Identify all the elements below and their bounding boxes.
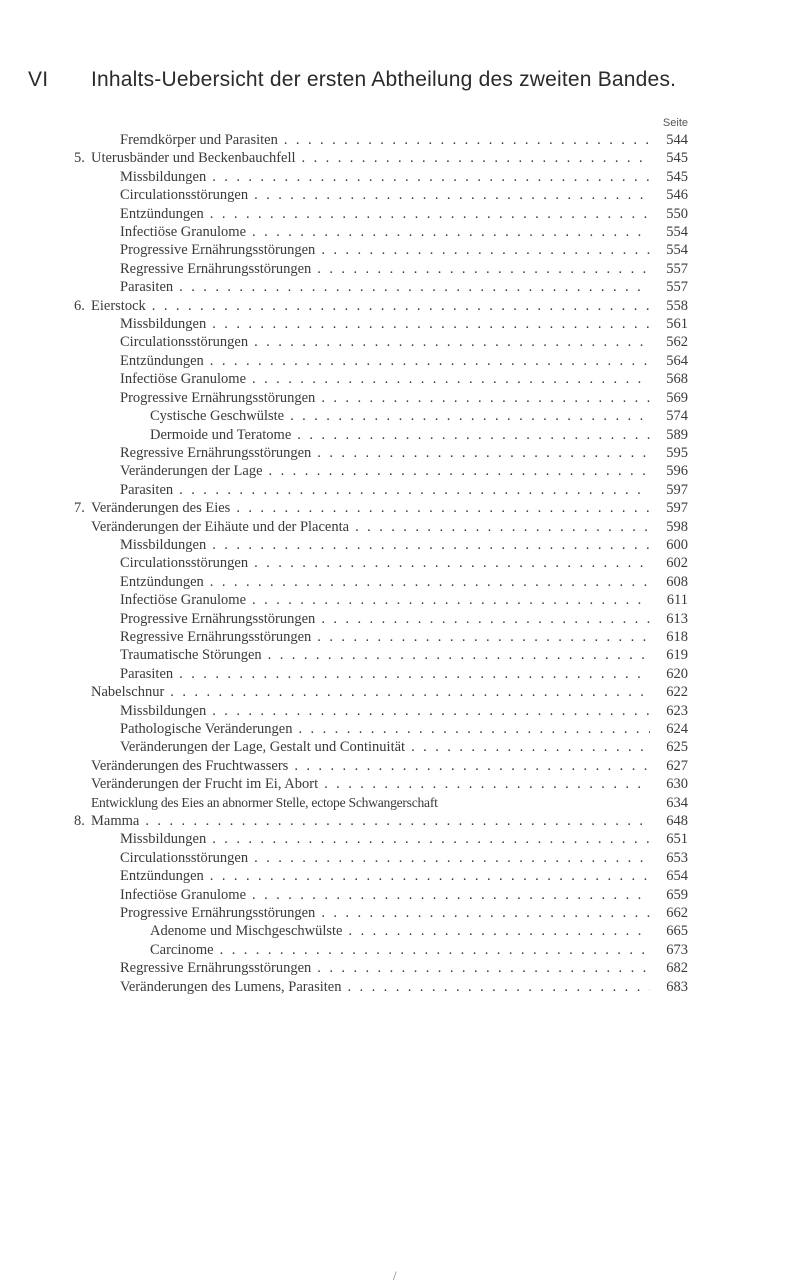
toc-entry bbox=[0, 186, 801, 204]
toc-entry bbox=[0, 205, 801, 223]
toc-entry-label bbox=[120, 481, 650, 499]
toc-entry-label bbox=[120, 333, 650, 351]
toc-entry bbox=[0, 849, 801, 867]
toc-entry-label bbox=[120, 444, 650, 462]
toc-entry-page: 653 bbox=[666, 849, 688, 866]
toc-entry-page: 673 bbox=[666, 941, 688, 958]
toc-entry bbox=[0, 978, 801, 996]
toc-entry-text: Missbildungen bbox=[120, 702, 207, 719]
toc-entry-page: 682 bbox=[666, 960, 688, 977]
toc-entry-label bbox=[120, 389, 650, 407]
toc-entry-page: 620 bbox=[666, 665, 688, 682]
toc-entry-page: 557 bbox=[666, 260, 688, 277]
page-number-roman: VI bbox=[28, 68, 49, 91]
toc-entry-label bbox=[120, 886, 650, 904]
toc-entry bbox=[0, 922, 801, 940]
toc-entry-text: Fremdkörper und Parasiten bbox=[120, 132, 278, 148]
toc-entry bbox=[0, 352, 801, 370]
toc-entry-page: 627 bbox=[666, 757, 688, 774]
toc-entry-text: Infectiöse Granulome bbox=[120, 224, 247, 241]
toc-entry-label bbox=[120, 352, 650, 370]
toc-entry-page: 662 bbox=[666, 905, 688, 922]
toc-entry bbox=[0, 481, 801, 499]
toc-entry bbox=[0, 941, 801, 959]
toc-entry-label bbox=[120, 370, 650, 388]
toc-entry-label bbox=[120, 462, 650, 480]
toc-entry-text: Eierstock bbox=[91, 297, 146, 314]
toc-entry-page: 597 bbox=[666, 500, 688, 517]
toc-entry-label bbox=[120, 241, 650, 259]
toc-entry-text: Entzündungen bbox=[120, 868, 204, 885]
toc-entry-text: Regressive Ernährungsstörungen bbox=[120, 960, 312, 977]
toc-entry bbox=[0, 223, 801, 241]
toc-entry-page: 544 bbox=[666, 132, 688, 148]
toc-entry-page: 665 bbox=[666, 923, 688, 940]
toc-entry-label bbox=[120, 702, 650, 720]
toc-entry-text: Regressive Ernährungsstörungen bbox=[120, 444, 312, 461]
toc-entry-page: 654 bbox=[666, 868, 688, 885]
toc-entry bbox=[0, 168, 801, 186]
toc-entry-text: Circulationsstörungen bbox=[120, 334, 249, 351]
toc-entry-text: Parasiten bbox=[120, 279, 174, 296]
toc-entry-label bbox=[120, 223, 650, 241]
toc-entry bbox=[0, 573, 801, 591]
toc-entry-page: 619 bbox=[666, 647, 688, 664]
toc-entry-page: 554 bbox=[666, 242, 688, 259]
toc-entry bbox=[0, 333, 801, 351]
toc-entry-page: 562 bbox=[666, 334, 688, 351]
toc-entry bbox=[0, 407, 801, 425]
toc-entry bbox=[0, 241, 801, 259]
toc-entry-page: 618 bbox=[666, 628, 688, 645]
toc-entry-label bbox=[74, 812, 650, 830]
toc-entry-page: 545 bbox=[666, 168, 688, 185]
toc-entry-text: Veränderungen der Lage bbox=[120, 463, 263, 480]
toc-entry bbox=[0, 462, 801, 480]
toc-entry-page: 597 bbox=[666, 481, 688, 498]
seite-column-label: Seite bbox=[662, 117, 688, 129]
toc-entry-label bbox=[120, 665, 650, 683]
toc-entry-label bbox=[120, 591, 650, 609]
toc-entry bbox=[0, 518, 801, 536]
toc-entry bbox=[0, 315, 801, 333]
toc-entry bbox=[0, 370, 801, 388]
toc-entry-text: Veränderungen der Frucht im Ei, Abort bbox=[91, 776, 319, 793]
toc-entry-label bbox=[120, 186, 650, 204]
toc-entry-label bbox=[120, 315, 650, 333]
toc-entry-label bbox=[91, 518, 650, 536]
toc-entry bbox=[0, 904, 801, 922]
toc-entry bbox=[0, 297, 801, 315]
toc-entry-text: Regressive Ernährungsstörungen bbox=[120, 628, 312, 645]
toc-entry bbox=[0, 131, 801, 149]
toc-entry bbox=[0, 536, 801, 554]
toc-entry-text: Infectiöse Granulome bbox=[120, 886, 247, 903]
toc-entry-page: 589 bbox=[666, 426, 688, 443]
toc-entry-text: Entwicklung des Eies an abnormer Stelle, ectope Schwangerschaft bbox=[91, 794, 438, 810]
toc-entry-text: Parasiten bbox=[120, 481, 174, 498]
toc-entry-text: Traumatische Störungen bbox=[120, 647, 262, 664]
toc-entry bbox=[0, 959, 801, 977]
toc-entry bbox=[0, 665, 801, 683]
toc-entry bbox=[0, 720, 801, 738]
toc-entry-text: Veränderungen der Lage, Gestalt und Continuität bbox=[120, 739, 406, 756]
toc-entry-text: Veränderungen des Eies bbox=[91, 500, 231, 517]
toc-entry bbox=[0, 794, 801, 812]
toc-entry bbox=[0, 610, 801, 628]
toc-entry-text: Nabelschnur bbox=[91, 684, 165, 701]
toc-entry-page: 557 bbox=[666, 279, 688, 296]
toc-entry bbox=[0, 775, 801, 793]
toc-entry-text: Veränderungen der Eihäute und der Placenta bbox=[91, 518, 350, 535]
toc-entry bbox=[0, 757, 801, 775]
toc-entry-number: 7. bbox=[74, 500, 85, 517]
toc-entry bbox=[0, 683, 801, 701]
toc-entry-text: Entzündungen bbox=[120, 205, 204, 222]
toc-entry-label bbox=[150, 426, 650, 444]
toc-entry-page: 574 bbox=[666, 408, 688, 425]
toc-entry-text: Entzündungen bbox=[120, 573, 204, 590]
toc-entry bbox=[0, 591, 801, 609]
toc-entry-page: 561 bbox=[666, 316, 688, 333]
toc-entry bbox=[0, 499, 801, 517]
toc-entry-page: 659 bbox=[666, 886, 688, 903]
toc-entry bbox=[0, 646, 801, 664]
toc-entry-page: 596 bbox=[666, 463, 688, 480]
toc-entry-label bbox=[120, 573, 650, 591]
toc-entry-text: Missbildungen bbox=[120, 536, 207, 553]
toc-entry-label bbox=[120, 131, 650, 149]
toc-entry-page: 608 bbox=[666, 573, 688, 590]
toc-entry-label bbox=[120, 849, 650, 867]
toc-entry-text: Parasiten bbox=[120, 665, 174, 682]
table-of-contents bbox=[0, 131, 801, 996]
toc-entry-label bbox=[120, 260, 650, 278]
toc-entry-page: 630 bbox=[666, 776, 688, 793]
toc-entry-text: Carcinome bbox=[150, 941, 214, 958]
toc-entry-page: 564 bbox=[666, 352, 688, 369]
toc-entry-label bbox=[120, 830, 650, 848]
toc-entry-number: 8. bbox=[74, 813, 85, 830]
toc-entry-label bbox=[120, 720, 650, 738]
toc-entry-label bbox=[91, 683, 650, 701]
toc-entry-text: Dermoide und Teratome bbox=[150, 426, 292, 443]
toc-entry-label bbox=[120, 536, 650, 554]
toc-entry-label bbox=[120, 168, 650, 186]
toc-entry-page: 595 bbox=[666, 444, 688, 461]
toc-entry bbox=[0, 278, 801, 296]
toc-entry-label bbox=[120, 205, 650, 223]
toc-entry-label bbox=[120, 628, 650, 646]
toc-entry-text: Cystische Geschwülste bbox=[150, 408, 285, 425]
toc-entry-page: 550 bbox=[666, 205, 688, 222]
toc-entry-page: 634 bbox=[666, 794, 688, 811]
toc-entry-page: 625 bbox=[666, 739, 688, 756]
toc-entry bbox=[0, 867, 801, 885]
toc-entry-page: 598 bbox=[666, 518, 688, 535]
toc-entry bbox=[0, 554, 801, 572]
page-title: Inhalts-Uebersicht der ersten Abtheilung des zweiten Bandes. bbox=[91, 68, 677, 91]
toc-entry-text: Regressive Ernährungsstörungen bbox=[120, 260, 312, 277]
toc-entry-text: Circulationsstörungen bbox=[120, 555, 249, 572]
toc-entry-label bbox=[120, 646, 650, 664]
toc-entry-page: 613 bbox=[666, 610, 688, 627]
toc-entry-text: Entzündungen bbox=[120, 352, 204, 369]
toc-entry-label bbox=[74, 297, 650, 315]
toc-entry-label bbox=[120, 904, 650, 922]
toc-entry bbox=[0, 628, 801, 646]
toc-entry-text: Infectiöse Granulome bbox=[120, 592, 247, 609]
toc-entry-text: Infectiöse Granulome bbox=[120, 371, 247, 388]
toc-entry-page: 651 bbox=[666, 831, 688, 848]
toc-entry-label bbox=[74, 149, 650, 167]
toc-entry-page: 611 bbox=[666, 592, 688, 609]
toc-entry-page: 569 bbox=[666, 389, 688, 406]
toc-entry-label bbox=[74, 499, 650, 517]
toc-entry bbox=[0, 426, 801, 444]
toc-entry bbox=[0, 260, 801, 278]
toc-entry-page: 554 bbox=[666, 224, 688, 241]
toc-entry-text: Adenome und Mischgeschwülste bbox=[150, 923, 343, 940]
toc-entry-number: 5. bbox=[74, 150, 85, 167]
toc-entry bbox=[0, 702, 801, 720]
toc-entry-text: Progressive Ernährungsstörungen bbox=[120, 242, 316, 259]
toc-entry-page: 546 bbox=[666, 187, 688, 204]
toc-entry-page: 602 bbox=[666, 555, 688, 572]
toc-entry bbox=[0, 812, 801, 830]
toc-entry-label bbox=[91, 757, 650, 775]
toc-entry-text: Veränderungen des Fruchtwassers bbox=[91, 757, 289, 774]
toc-entry-text: Progressive Ernährungsstörungen bbox=[120, 905, 316, 922]
toc-entry-text: Veränderungen des Lumens, Parasiten bbox=[120, 978, 342, 995]
toc-entry-label bbox=[150, 407, 650, 425]
toc-entry-page: 545 bbox=[666, 150, 688, 167]
toc-entry bbox=[0, 444, 801, 462]
toc-entry bbox=[0, 830, 801, 848]
toc-entry-page: 558 bbox=[666, 297, 688, 314]
toc-entry bbox=[0, 389, 801, 407]
toc-entry-label bbox=[91, 775, 650, 793]
toc-entry-text: Missbildungen bbox=[120, 316, 207, 333]
toc-entry-label bbox=[150, 941, 650, 959]
toc-entry-label bbox=[91, 794, 650, 812]
toc-entry bbox=[0, 886, 801, 904]
toc-entry-text: Mamma bbox=[91, 813, 140, 830]
toc-entry-number: 6. bbox=[74, 297, 85, 314]
toc-entry-page: 648 bbox=[666, 813, 688, 830]
toc-entry-text: Missbildungen bbox=[120, 831, 207, 848]
toc-entry-text: Circulationsstörungen bbox=[120, 187, 249, 204]
toc-entry-text: Progressive Ernährungsstörungen bbox=[120, 389, 316, 406]
toc-entry-page: 622 bbox=[666, 684, 688, 701]
toc-entry-label bbox=[120, 278, 650, 296]
toc-entry-label bbox=[120, 959, 650, 977]
toc-entry-text: Uterusbänder und Beckenbauchfell bbox=[91, 150, 296, 167]
toc-entry bbox=[0, 738, 801, 756]
toc-entry bbox=[0, 149, 801, 167]
toc-entry-text: Progressive Ernährungsstörungen bbox=[120, 610, 316, 627]
footer-mark: / bbox=[393, 1268, 397, 1283]
toc-entry-text: Pathologische Veränderungen bbox=[120, 721, 293, 737]
toc-entry-page: 683 bbox=[666, 978, 688, 995]
toc-entry-label bbox=[120, 554, 650, 572]
toc-entry-label bbox=[120, 867, 650, 885]
toc-entry-text: Missbildungen bbox=[120, 168, 207, 185]
toc-entry-page: 600 bbox=[666, 536, 688, 553]
toc-entry-text: Circulationsstörungen bbox=[120, 849, 249, 866]
toc-entry-label bbox=[120, 738, 650, 756]
toc-entry-label bbox=[120, 610, 650, 628]
toc-entry-page: 623 bbox=[666, 702, 688, 719]
toc-entry-page: 568 bbox=[666, 371, 688, 388]
toc-entry-label bbox=[150, 922, 650, 940]
toc-entry-label bbox=[120, 978, 650, 996]
toc-entry-page: 624 bbox=[666, 721, 688, 737]
